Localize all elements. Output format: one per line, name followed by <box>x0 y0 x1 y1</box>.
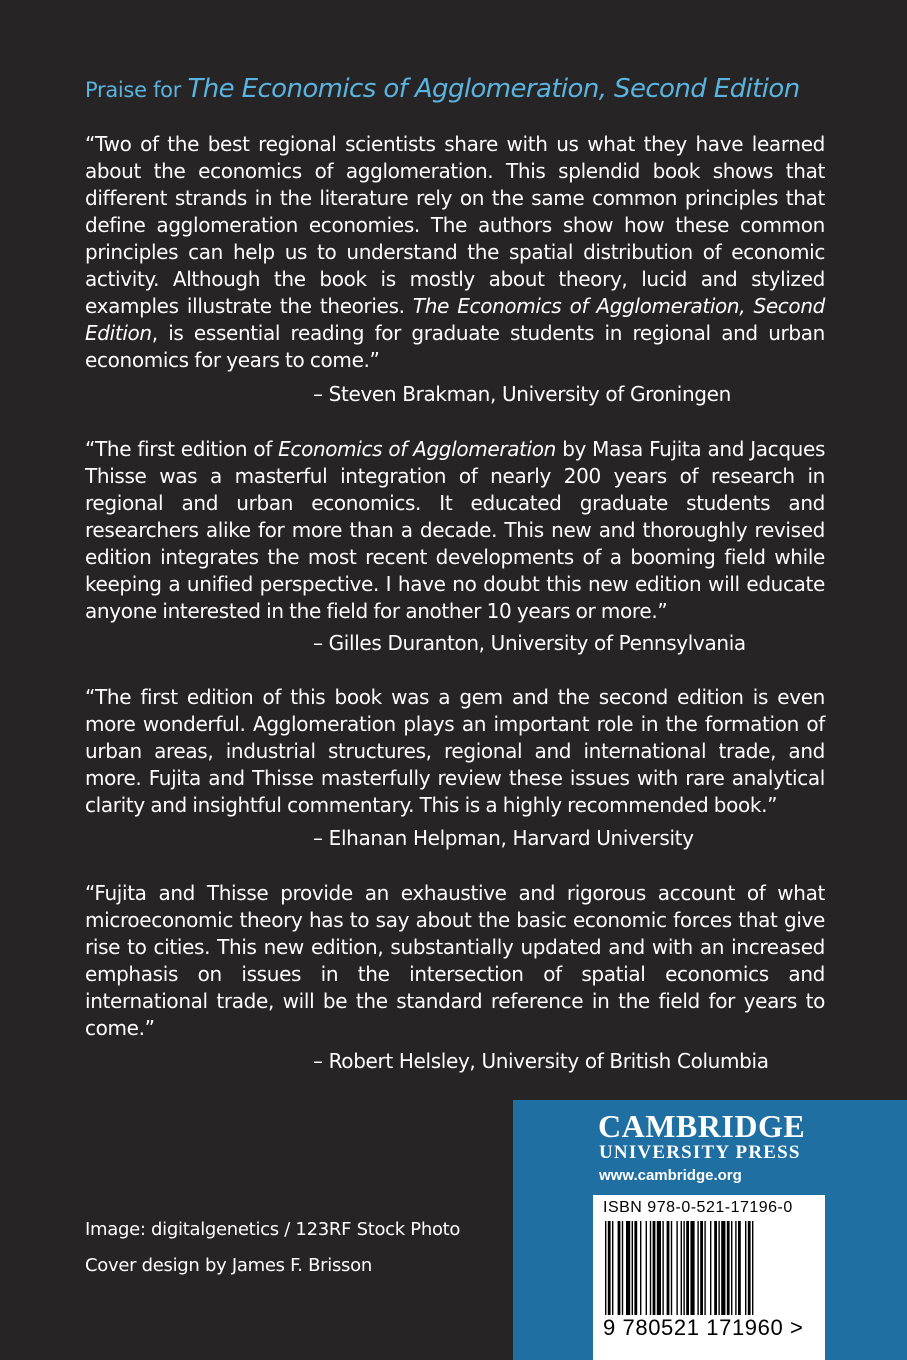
barcode-bar <box>745 1221 746 1315</box>
quote-text: by Masa Fujita and Jacques Thisse was a masterful integration of nearly 200 years of research in regional and urban economics. It educated graduate students and researchers alike for more than a decade. This new and thoroughly revised edition integrates the most recent developments of a booming field while keeping a unified perspective. I have no doubt this new edition will educate anyone interested in the field for another 10 years or more.” <box>85 437 826 623</box>
isbn-label: ISBN 978-0-521-17196-0 <box>603 1199 793 1216</box>
barcode-bar <box>662 1221 663 1315</box>
publisher-name: CAMBRIDGE <box>598 1108 806 1144</box>
quote-text: “Two of the best regional scientists share with us what they have learned about the economics of agglomeration. This splendid book shows that different strands in the literature rely on the same common principles that define agglomeration economies. The authors show how these common principles can help us to understand the spatial distribution of economic activity. Although the book is mostly about theory, lucid and stylized examples illustrate the theories. <box>85 132 825 318</box>
barcode-bar <box>632 1221 633 1315</box>
attribution-helpman: – Elhanan Helpman, Harvard University <box>313 826 694 850</box>
barcode-bar <box>681 1221 682 1315</box>
barcode-bar <box>727 1221 730 1315</box>
barcode-bar <box>748 1221 751 1315</box>
quote-text: “Fujita and Thisse provide an exhaustive and rigorous account of what microeconomic theory has to say about the basic economic forces that give rise to cities. This new edition, substantially updated and with an increased emphasis on issues in the intersection of spatial economics and international trade, will be the standard reference in the field for years to come.” <box>85 881 825 1040</box>
barcode-bar <box>626 1221 630 1315</box>
attribution-helsley: – Robert Helsley, University of British Columbia <box>313 1049 769 1073</box>
quote-brakman <box>85 131 825 374</box>
barcode-bar <box>718 1221 719 1315</box>
barcode-panel <box>593 1195 825 1360</box>
barcode-bar <box>710 1221 711 1315</box>
quote-book-title: Economics of Agglomeration <box>278 437 557 461</box>
praise-prefix: Praise for <box>85 78 182 102</box>
barcode-bar <box>608 1221 611 1315</box>
barcode-bar <box>690 1221 694 1315</box>
barcode-bar <box>634 1221 637 1315</box>
quote-helpman <box>85 684 825 819</box>
barcode-bar <box>646 1221 647 1315</box>
barcode-bar <box>721 1221 725 1315</box>
barcode-bar <box>686 1221 689 1315</box>
barcode-bar <box>653 1221 656 1315</box>
quote-duranton <box>85 436 825 625</box>
barcode-bar <box>612 1221 613 1315</box>
barcode-bar <box>622 1221 623 1315</box>
image-credit: Image: digitalgenetics / 123RF Stock Photo <box>85 1219 461 1240</box>
publisher-press: UNIVERSITY PRESS <box>599 1142 801 1163</box>
barcode-bar <box>618 1221 621 1315</box>
publisher-box <box>513 1100 907 1360</box>
barcode-bar <box>676 1221 677 1315</box>
barcode-bar <box>752 1221 753 1315</box>
barcode-bar <box>650 1221 651 1315</box>
barcode-bar <box>700 1221 703 1315</box>
design-credit: Cover design by James F. Brisson <box>85 1255 372 1276</box>
barcode-bar <box>640 1221 641 1315</box>
barcode-bar <box>731 1221 732 1315</box>
quote-text: , is essential reading for graduate students in regional and urban economics for years to come.” <box>85 321 825 372</box>
attribution-brakman: – Steven Brakman, University of Groningen <box>313 382 731 406</box>
barcode-bars <box>603 1221 815 1315</box>
praise-book-title: The Economics of Agglomeration, Second Edition <box>187 74 800 104</box>
praise-heading <box>85 74 800 104</box>
barcode-bar <box>657 1221 661 1315</box>
barcode-bar <box>714 1221 717 1315</box>
barcode-bar <box>738 1221 741 1315</box>
barcode-bar <box>704 1221 705 1315</box>
barcode-digits: 9 780521 171960 > <box>603 1315 804 1340</box>
quote-helsley <box>85 880 825 1042</box>
barcode-bar <box>683 1221 684 1315</box>
barcode-bar <box>697 1221 698 1315</box>
quote-book-title: The Economics of Agglomeration, Second Edition <box>85 294 825 345</box>
barcode-bar <box>605 1221 606 1315</box>
barcode-bar <box>671 1221 672 1315</box>
publisher-url: www.cambridge.org <box>599 1167 742 1184</box>
quote-text: “The first edition of <box>85 437 272 461</box>
barcode-bar <box>735 1221 736 1315</box>
quote-text: “The first edition of this book was a gem and the second edition is even more wonderful. Agglomeration plays an important role in the formation of urban areas, industrial structures, regional and international trade, and more. Fujita and Thisse masterfully review these issues with rare analytical clarity and insightful commentary. This is a highly recommended book.” <box>85 685 825 817</box>
attribution-duranton: – Gilles Duranton, University of Pennsylvania <box>313 631 746 655</box>
barcode-bar <box>667 1221 670 1315</box>
